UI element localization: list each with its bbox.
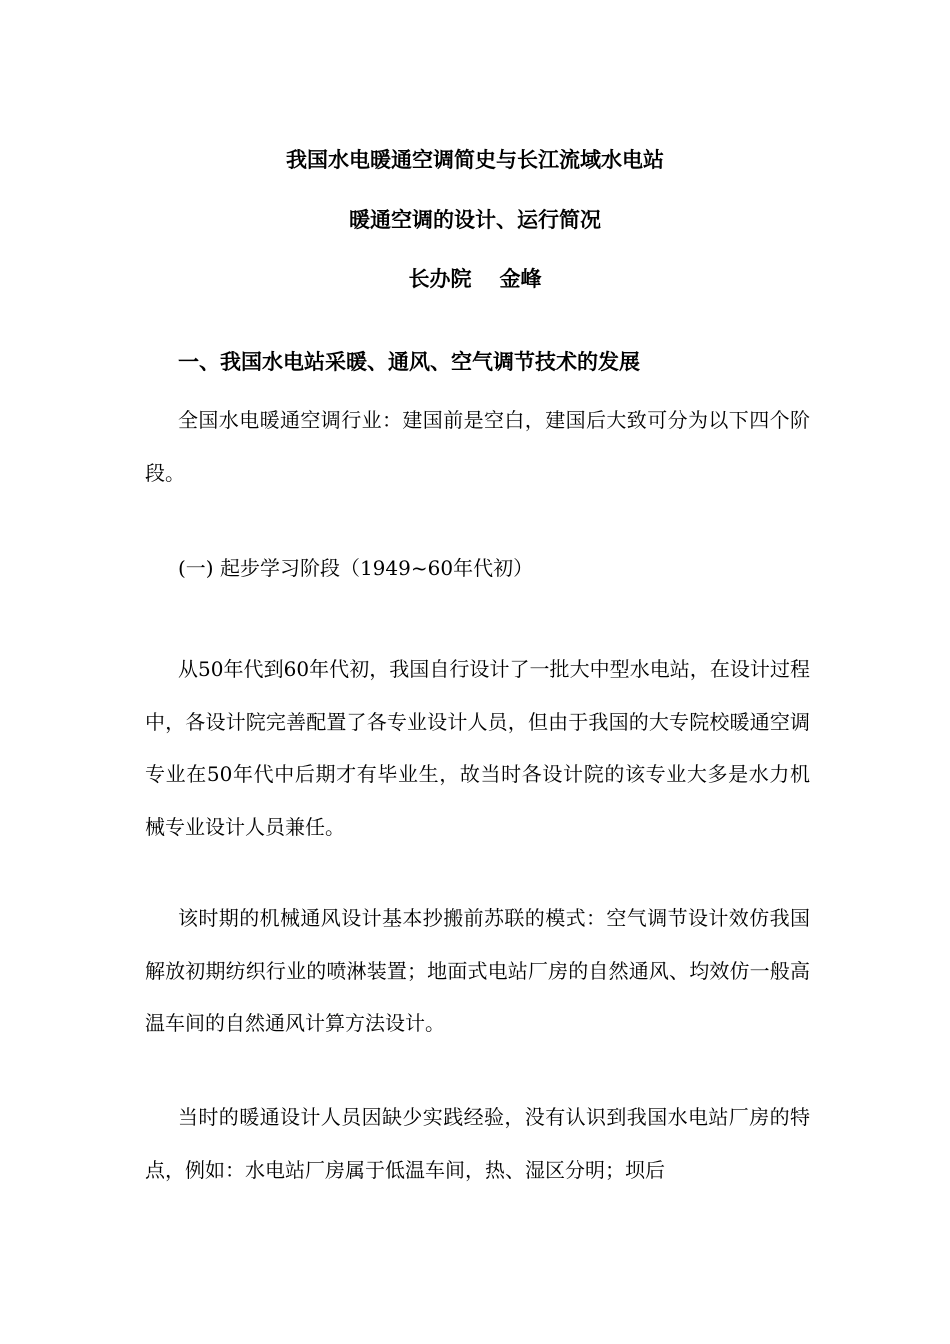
paragraph-body-1: 从50年代到60年代初，我国自行设计了一批大中型水电站，在设计过程中，各设计院完善配置了各专业设计人员，但由于我国的大专院校暖通空调专业在50年代中后期才有毕业生，故当时各设计院的该专业大多是水力机械专业设计人员兼任。	[145, 657, 810, 839]
author-line	[0, 264, 950, 294]
paragraph-intro: 全国水电暖通空调行业：建国前是空白，建国后大致可分为以下四个阶段。	[145, 408, 810, 485]
section-heading: 一、我国水电站采暖、通风、空气调节技术的发展	[178, 350, 640, 374]
document-title-line-1: 我国水电暖通空调简史与长江流域水电站	[286, 148, 664, 172]
author-name: 金峰	[499, 267, 542, 291]
subsection-heading: (一) 起步学习阶段（1949~60年代初）	[178, 556, 534, 580]
paragraph-body-3: 当时的暖通设计人员因缺少实践经验，没有认识到我国水电站厂房的特点，例如：水电站厂房属于低温车间，热、湿区分明；坝后	[145, 1105, 810, 1182]
document-title-line-2: 暖通空调的设计、运行简况	[349, 208, 601, 232]
paragraph-body-2: 该时期的机械通风设计基本抄搬前苏联的模式：空气调节设计效仿我国解放初期纺织行业的喷淋装置；地面式电站厂房的自然通风、均效仿一般高温车间的自然通风计算方法设计。	[145, 906, 810, 1035]
author-organization: 长办院	[408, 267, 472, 291]
